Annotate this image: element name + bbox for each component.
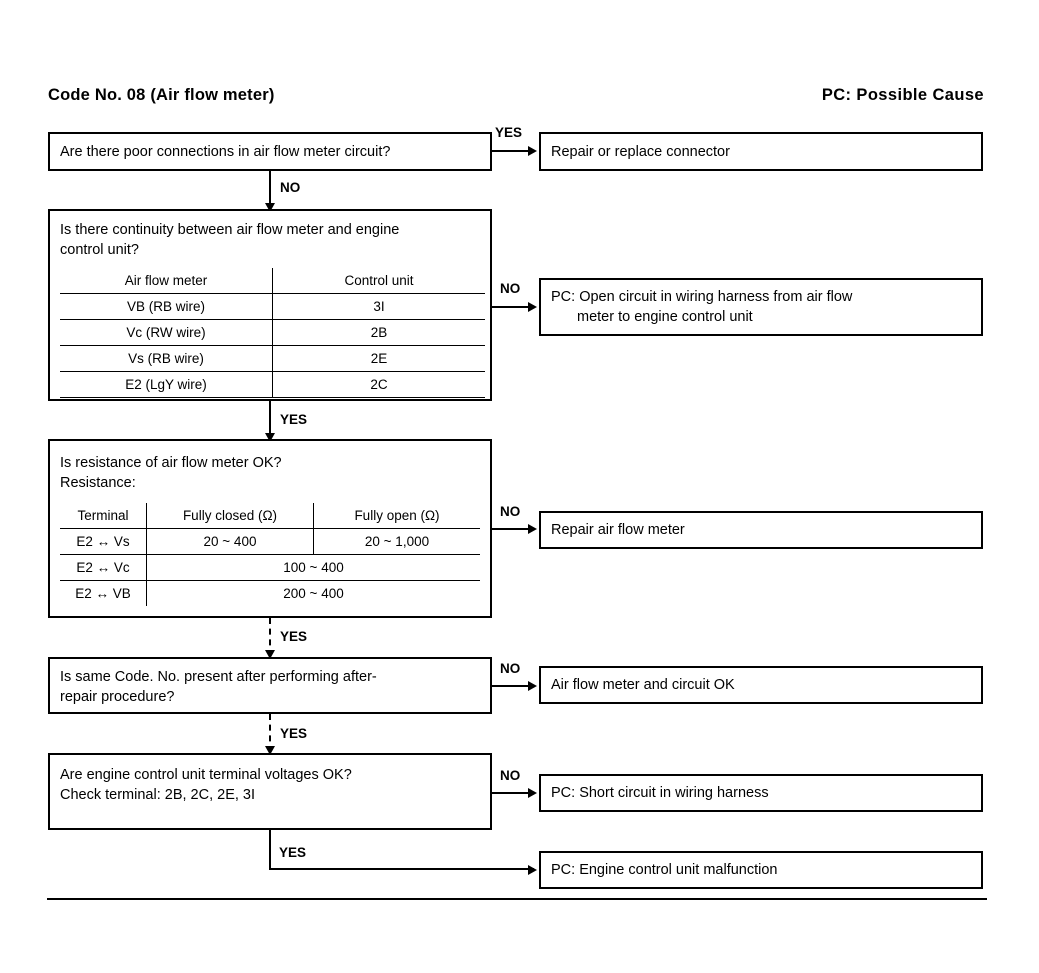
table-header-cell: Control unit — [273, 268, 486, 294]
question-box-1[interactable] — [48, 132, 492, 171]
question-text-3-line2: Resistance: — [60, 475, 136, 491]
arrow-q2-to-result2 — [528, 302, 537, 312]
branch-label-no-1: NO — [280, 180, 301, 195]
branch-label-no-3: NO — [500, 504, 521, 519]
arrow-q5-to-result5 — [528, 788, 537, 798]
arrow-q3-to-result3 — [528, 524, 537, 534]
table-cell: E2 (LgY wire) — [60, 372, 273, 398]
question-text-4-line2: repair procedure? — [60, 689, 175, 705]
branch-label-no-2: NO — [500, 281, 521, 296]
result-text-3: Repair air flow meter — [551, 522, 685, 538]
result-text-2-line2: meter to engine control unit — [577, 309, 753, 325]
table-header-cell: Terminal — [60, 503, 147, 529]
question-text-2-line1: Is there continuity between air flow meter and engine — [60, 222, 400, 238]
table-cell: Vs (RB wire) — [60, 346, 273, 372]
connector-q5-to-final-vertical — [269, 830, 271, 870]
question-box-2[interactable] — [48, 209, 492, 401]
table-cell: 200 ~ 400 — [147, 581, 481, 607]
result-text-1: Repair or replace connector — [551, 143, 730, 160]
result-text-4: Air flow meter and circuit OK — [551, 677, 735, 693]
question-text-4 — [50, 659, 490, 707]
table-cell: E2 ↔ Vs — [60, 529, 147, 555]
connector-q5-to-final-horizontal — [269, 868, 534, 870]
question-text-3-line1: Is resistance of air flow meter OK? — [60, 455, 282, 471]
table-cell: E2 ↔ Vc — [60, 555, 147, 581]
result-box-5 — [539, 774, 983, 812]
table-row — [60, 294, 485, 320]
branch-label-yes-3: YES — [280, 629, 308, 644]
result-text-2 — [541, 280, 981, 327]
question-box-3[interactable] — [48, 439, 492, 618]
table-header-cell: Fully open (Ω) — [314, 503, 481, 529]
table-cell: 2B — [273, 320, 486, 346]
table-header-row — [60, 503, 480, 529]
resistance-table — [60, 503, 480, 606]
branch-label-yes-1: YES — [495, 125, 523, 140]
table-row — [60, 581, 480, 607]
question-box-4[interactable] — [48, 657, 492, 714]
result-box-1 — [539, 132, 983, 171]
table-row — [60, 529, 480, 555]
table-cell: 20 ~ 1,000 — [314, 529, 481, 555]
page-title: Code No. 08 (Air flow meter) — [48, 86, 275, 104]
arrow-q4-to-result4 — [528, 681, 537, 691]
branch-label-no-5: NO — [500, 768, 521, 783]
result-text-final: PC: Engine control unit malfunction — [551, 862, 778, 878]
question-box-5[interactable] — [48, 753, 492, 830]
table-header-cell: Air flow meter — [60, 268, 273, 294]
result-box-3 — [539, 511, 983, 549]
question-text-3 — [50, 441, 490, 493]
question-text-1: Are there poor connections in air flow meter circuit? — [60, 144, 391, 160]
table-cell: 2C — [273, 372, 486, 398]
branch-label-yes-5: YES — [279, 845, 307, 860]
question-text-5-line1: Are engine control unit terminal voltages OK? — [60, 767, 352, 783]
table-row — [60, 346, 485, 372]
result-text-5: PC: Short circuit in wiring harness — [551, 785, 769, 801]
table-header-cell: Fully closed (Ω) — [147, 503, 314, 529]
result-box-final — [539, 851, 983, 889]
result-text-2-line1: PC: Open circuit in wiring harness from air flow — [551, 289, 853, 305]
table-cell: VB (RB wire) — [60, 294, 273, 320]
branch-label-yes-4: YES — [280, 726, 308, 741]
branch-label-no-4: NO — [500, 661, 521, 676]
question-text-2-line2: control unit? — [60, 242, 139, 258]
table-cell: 2E — [273, 346, 486, 372]
question-text-5-line2: Check terminal: 2B, 2C, 2E, 3I — [60, 787, 256, 803]
table-row — [60, 555, 480, 581]
table-cell: 100 ~ 400 — [147, 555, 481, 581]
question-text-4-line1: Is same Code. No. present after performing after- — [60, 669, 377, 685]
continuity-table — [60, 268, 485, 398]
question-text-5 — [50, 755, 490, 805]
table-cell: 20 ~ 400 — [147, 529, 314, 555]
arrow-q1-to-result1 — [528, 146, 537, 156]
table-header-row — [60, 268, 485, 294]
result-box-4 — [539, 666, 983, 704]
arrow-q5-to-final — [528, 865, 537, 875]
table-cell: Vc (RW wire) — [60, 320, 273, 346]
possible-cause-legend: PC: Possible Cause — [821, 86, 984, 104]
table-row — [60, 372, 485, 398]
table-cell: 3I — [273, 294, 486, 320]
footer-divider — [47, 898, 987, 900]
table-row — [60, 320, 485, 346]
branch-label-yes-2: YES — [280, 412, 308, 427]
table-cell: E2 ↔ VB — [60, 581, 147, 607]
result-box-2 — [539, 278, 983, 336]
question-text-2 — [50, 211, 490, 260]
